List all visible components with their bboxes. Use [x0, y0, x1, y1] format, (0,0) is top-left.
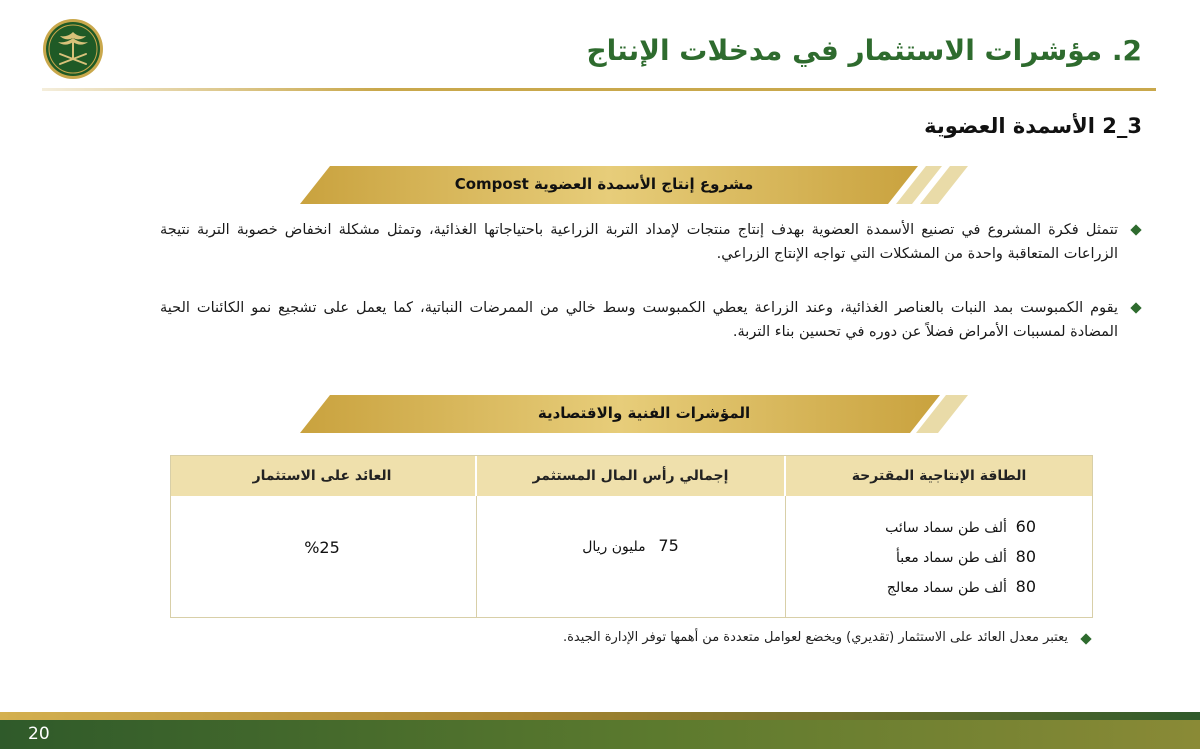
cell-capacity	[786, 496, 1092, 617]
footer-accent-strip	[0, 712, 1200, 720]
page-title: 2. مؤشرات الاستثمار في مدخلات الإنتاج	[586, 34, 1142, 67]
project-banner	[300, 166, 968, 204]
capacity-unit: ألف طن سماد معالج	[886, 580, 1007, 596]
cell-capital	[477, 496, 784, 617]
section-heading: 3_2 الأسمدة العضوية	[924, 114, 1142, 138]
capacity-value: 80	[1015, 577, 1036, 596]
description-paragraph	[160, 218, 1140, 266]
capital-unit: مليون ريال	[582, 539, 646, 555]
capacity-item	[885, 572, 1036, 602]
capacity-unit: ألف طن سماد سائب	[885, 520, 1007, 536]
capital-value	[477, 536, 784, 555]
title-divider	[42, 88, 1156, 91]
footer-bar	[0, 720, 1200, 749]
column-divider	[784, 456, 786, 496]
footnote-text: يعتبر معدل العائد على الاستثمار (تقديري) ويخضع لعوامل متعددة من أهمها توفر الإدارة الجيدة.	[562, 630, 1068, 645]
diamond-bullet-icon	[1130, 224, 1141, 235]
capacity-value: 60	[1015, 517, 1036, 536]
capital-amount: 75	[658, 536, 679, 555]
roi-value: %25	[304, 538, 340, 557]
paragraph-text: تتمثل فكرة المشروع في تصنيع الأسمدة العضوية بهدف إنتاج منتجات لإمداد التربة الزراعية باحتياجاتها الغذائية، وتمثل مشكلة انخفاض خصوبة التربة نتيجة الزراعات المتعاقبة واحدة من المشكلات التي تواجه الإنتاج الزراعي.	[160, 222, 1118, 262]
header-capacity: الطاقة الإنتاجية المقترحة	[851, 468, 1027, 484]
diamond-bullet-icon	[1080, 633, 1091, 644]
benefits-paragraph	[160, 296, 1140, 344]
column-divider	[475, 456, 477, 496]
header-roi: العائد على الاستثمار	[252, 468, 392, 484]
diamond-bullet-icon	[1130, 302, 1141, 313]
table-header-row	[171, 456, 1092, 496]
capacity-unit: ألف طن سماد معبأ	[895, 550, 1007, 566]
indicators-banner	[300, 395, 968, 433]
capacity-list	[885, 512, 1036, 602]
palm-swords-emblem-icon	[42, 18, 104, 80]
footnote	[563, 630, 1090, 645]
capacity-value: 80	[1015, 547, 1036, 566]
page-number: 20	[28, 724, 50, 744]
paragraph-text: يقوم الكمبوست بمد النبات بالعناصر الغذائية، وعند الزراعة يعطي الكمبوست وسط خالي من الممرضات النباتية، كما يعمل على تشجيع نمو الكائنات الحية المضادة لمسببات الأمراض فضلاً عن دوره في تحسين بناء التربة.	[160, 300, 1118, 340]
indicators-banner-label: المؤشرات الفنية والاقتصادية	[537, 404, 751, 422]
capacity-item	[885, 542, 1036, 572]
indicators-table	[170, 455, 1093, 618]
capacity-item	[885, 512, 1036, 542]
cell-roi	[169, 496, 475, 617]
header-capital: إجمالي رأس المال المستثمر	[532, 468, 729, 484]
project-banner-label: مشروع إنتاج الأسمدة العضوية Compost	[454, 175, 754, 193]
